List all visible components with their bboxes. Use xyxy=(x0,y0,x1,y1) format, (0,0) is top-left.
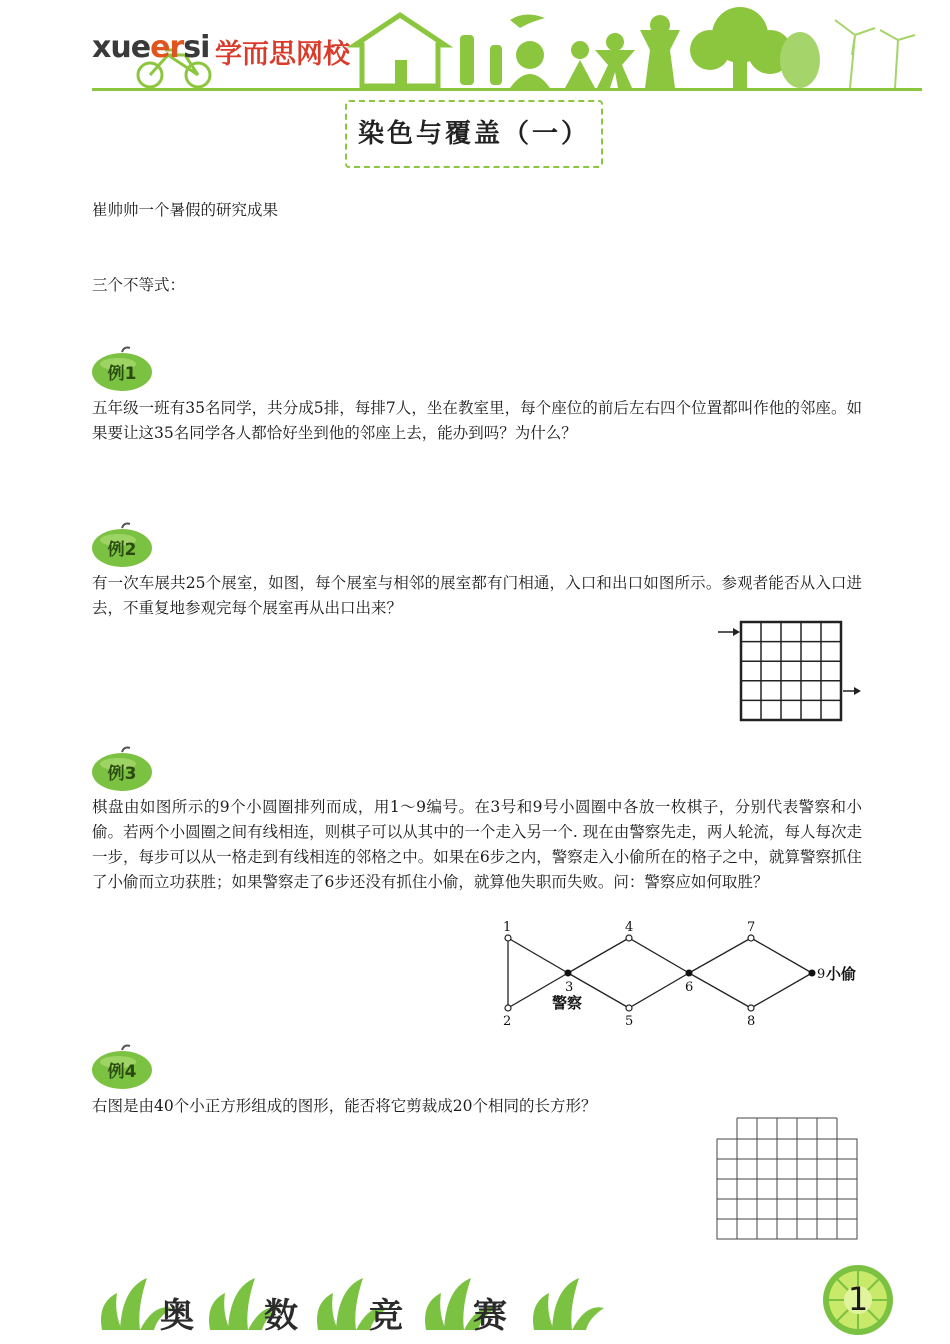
footer-banner xyxy=(92,1268,852,1340)
footer-char: 赛 xyxy=(473,1296,507,1336)
example-badge-label: 例4 xyxy=(107,1062,137,1082)
entrance-arrow-icon xyxy=(718,628,740,636)
node-label: 1 xyxy=(503,920,512,935)
example-badge xyxy=(90,346,154,392)
example-badge-label: 例2 xyxy=(107,540,137,560)
node-label: 4 xyxy=(625,920,634,935)
footer-char: 奥 xyxy=(160,1296,194,1336)
node-5 xyxy=(626,1005,632,1011)
node-7 xyxy=(748,935,754,941)
logo-latin: xueersi xyxy=(92,30,210,65)
node-4 xyxy=(626,935,632,941)
police-label: 警察 xyxy=(552,994,583,1012)
node-2 xyxy=(505,1005,511,1011)
intro-line-2: 三个不等式： xyxy=(92,276,186,294)
logo-chinese: 学而思网校 xyxy=(215,39,350,70)
example-badge-label: 例3 xyxy=(107,764,137,784)
node-label: 2 xyxy=(503,1014,512,1029)
example-2-text: 有一次车展共25个展室，如图，每个展室与相邻的展室都有门相通，入口和出口如图所示。参观者能否从入口进去，不重复地参观完每个展室再从出口出来？ xyxy=(92,574,862,617)
node-label: 8 xyxy=(747,1014,756,1029)
page-number: 1 xyxy=(847,1280,869,1318)
footer-char: 竞 xyxy=(369,1296,403,1336)
header-divider xyxy=(92,88,922,91)
node-label: 3 xyxy=(565,980,574,995)
example-1-text: 五年级一班有35名同学，共分成5排，每排7人，坐在教室里，每个座位的前后左右四个位置都叫作他的邻座。如果要让这35名同学各人都恰好坐到他的邻座上去，能办到吗？为什么？ xyxy=(92,399,862,442)
footer-char: 数 xyxy=(264,1296,298,1336)
node-3 xyxy=(565,970,572,977)
example-badge xyxy=(90,522,154,568)
forty-squares-figure xyxy=(715,1116,861,1244)
intro-line-1: 崔帅帅一个暑假的研究成果 xyxy=(92,201,279,219)
node-1 xyxy=(505,935,511,941)
example-3-text: 棋盘由如图所示的9个小圆圈排列而成，用1～9编号。在3号和9号小圆圈中各放一枚棋子，分别代表警察和小偷。若两个小圆圈之间有线相连，则棋子可以从其中的一个走入另一个. 现在由警察先走，两人轮流，每人每次走一步，每步可以从一格走到有线相连的邻格之中。如果在6步之内，警察走入小偷所在的格子之中，就算警察抓住了小偷而立功获胜；如果警察走了6步还没有抓住小偷，就算他失职而失败。问：警察应如何取胜？ xyxy=(92,798,862,891)
thief-label: 小偷 xyxy=(826,965,857,983)
node-8 xyxy=(748,1005,754,1011)
example-badge-label: 例1 xyxy=(107,364,137,384)
circle-board-figure xyxy=(495,915,875,1033)
node-9 xyxy=(809,970,816,977)
exhibition-grid-figure xyxy=(716,620,864,724)
node-label: 5 xyxy=(625,1014,634,1029)
node-label: 9 xyxy=(817,967,826,982)
exit-arrow-icon xyxy=(843,687,861,695)
example-badge xyxy=(90,746,154,792)
leaf-decoration xyxy=(92,1268,852,1340)
page-title: 染色与覆盖（一） xyxy=(357,119,590,149)
node-label: 6 xyxy=(685,980,694,995)
node-label: 7 xyxy=(747,920,756,935)
example-badge xyxy=(90,1044,154,1090)
node-6 xyxy=(686,970,693,977)
example-4-text: 右图是由40个小正方形组成的图形，能否将它剪裁成20个相同的长方形？ xyxy=(92,1097,597,1115)
